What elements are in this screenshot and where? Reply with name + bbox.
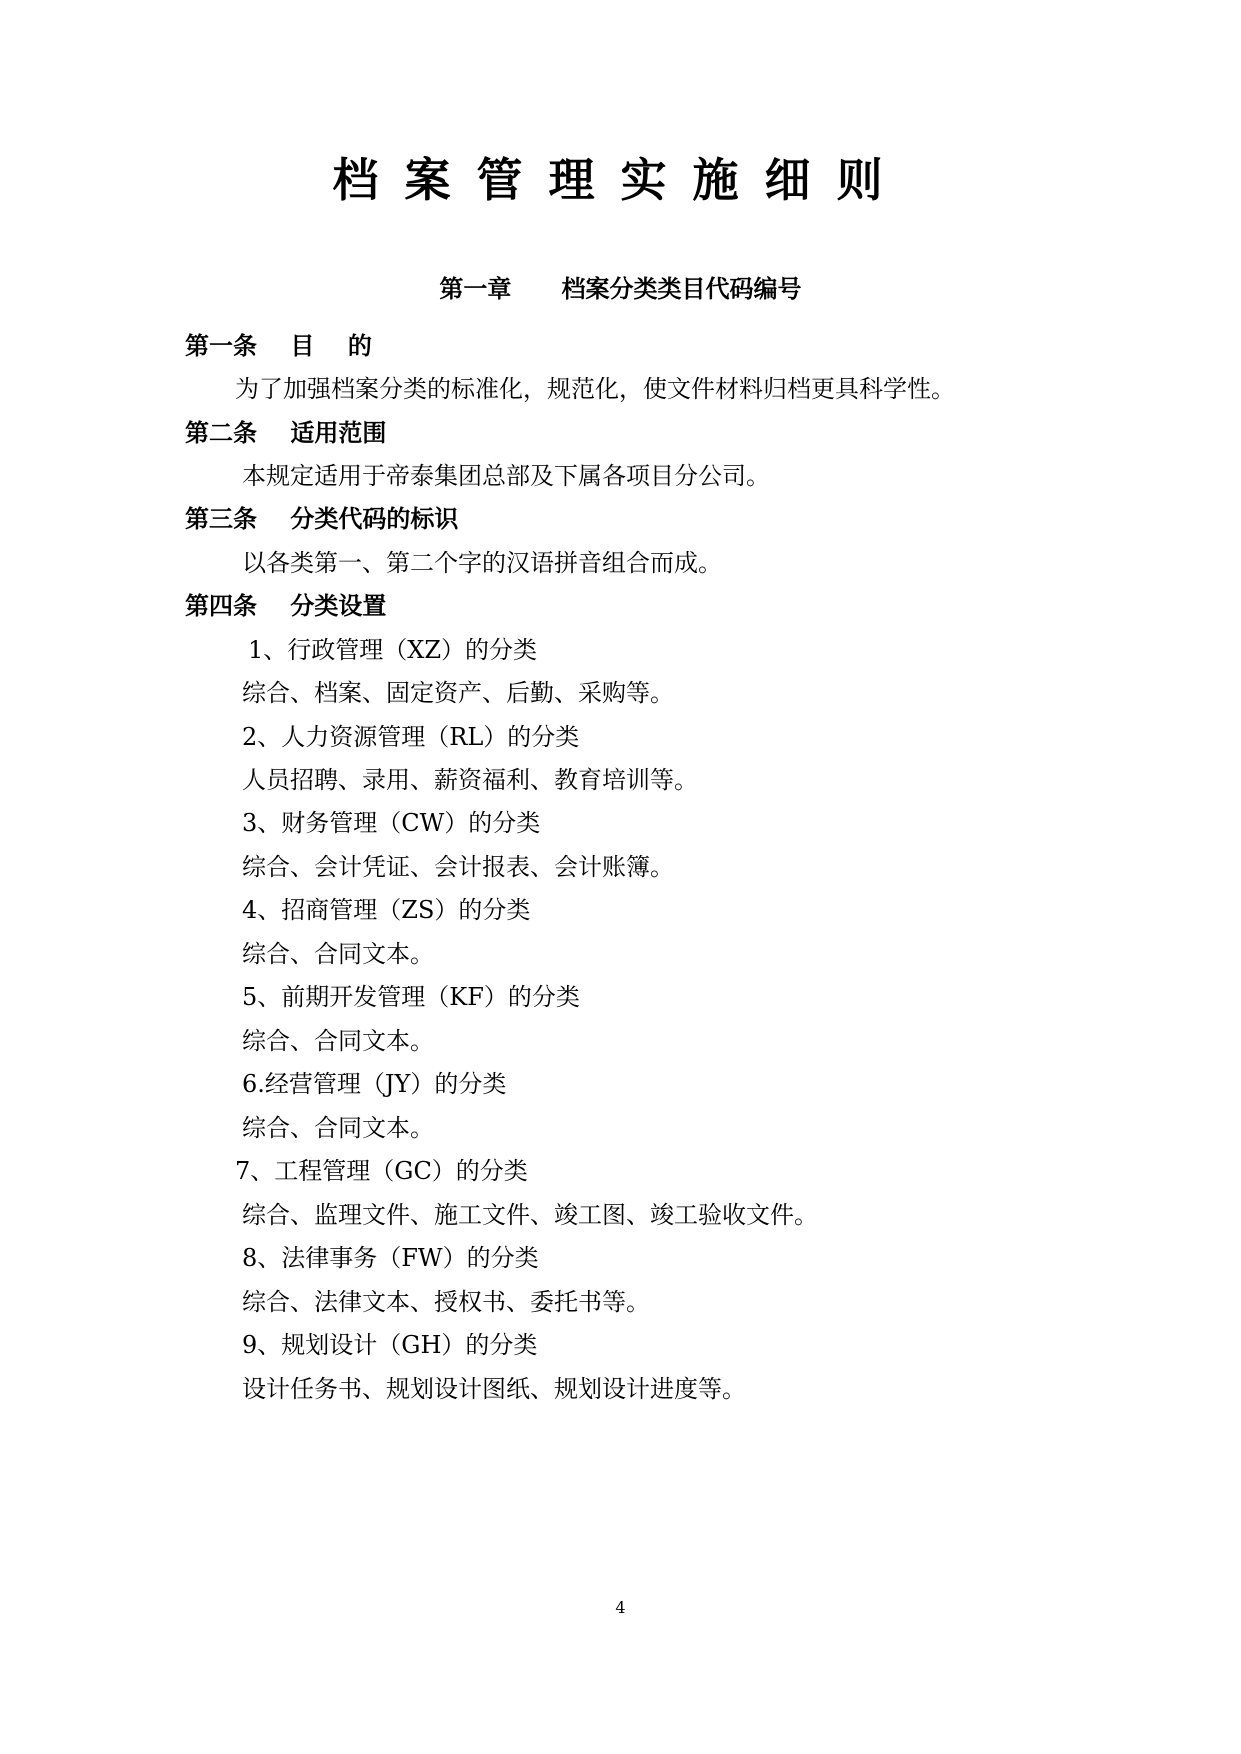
category-6-items: 综合、合同文本。 <box>242 1114 434 1142</box>
category-6-title: 6.经营管理（JY）的分类 <box>242 1070 507 1098</box>
category-8-items: 综合、法律文本、授权书、委托书等。 <box>242 1288 650 1316</box>
article-3-text: 以各类第一、第二个字的汉语拼音组合而成。 <box>242 549 722 577</box>
category-5-items: 综合、合同文本。 <box>242 1027 434 1055</box>
category-4-items: 综合、合同文本。 <box>242 940 434 968</box>
article-4-heading: 第四条 分类设置 <box>185 592 387 620</box>
category-3-items: 综合、会计凭证、会计报表、会计账簿。 <box>242 853 674 881</box>
category-7-items: 综合、监理文件、施工文件、竣工图、竣工验收文件。 <box>242 1201 818 1229</box>
article-3-heading: 第三条 分类代码的标识 <box>185 505 459 533</box>
article-2-text: 本规定适用于帝泰集团总部及下属各项目分公司。 <box>242 462 770 490</box>
category-3-title: 3、财务管理（CW）的分类 <box>242 809 541 837</box>
chapter-heading: 第一章 档案分类类目代码编号 <box>439 275 802 303</box>
category-5-title: 5、前期开发管理（KF）的分类 <box>242 983 580 1011</box>
category-8-title: 8、法律事务（FW）的分类 <box>242 1244 539 1272</box>
category-2-title: 2、人力资源管理（RL）的分类 <box>242 723 580 751</box>
article-1-text: 为了加强档案分类的标准化，规范化，使文件材料归档更具科学性。 <box>235 375 955 403</box>
category-9-items: 设计任务书、规划设计图纸、规划设计进度等。 <box>242 1375 746 1403</box>
document-title: 档案管理实施细则 <box>332 153 909 207</box>
article-1-heading: 第一条 目 的 <box>185 332 372 360</box>
page-number: 4 <box>615 1598 626 1617</box>
category-1-items: 综合、档案、固定资产、后勤、采购等。 <box>242 679 674 707</box>
category-9-title: 9、规划设计（GH）的分类 <box>242 1331 538 1359</box>
category-7-title: 7、工程管理（GC）的分类 <box>235 1157 528 1185</box>
article-2-heading: 第二条 适用范围 <box>185 419 387 447</box>
category-4-title: 4、招商管理（ZS）的分类 <box>242 896 531 924</box>
category-2-items: 人员招聘、录用、薪资福利、教育培训等。 <box>242 766 698 794</box>
category-1-title: 1、行政管理（XZ）的分类 <box>248 636 538 664</box>
